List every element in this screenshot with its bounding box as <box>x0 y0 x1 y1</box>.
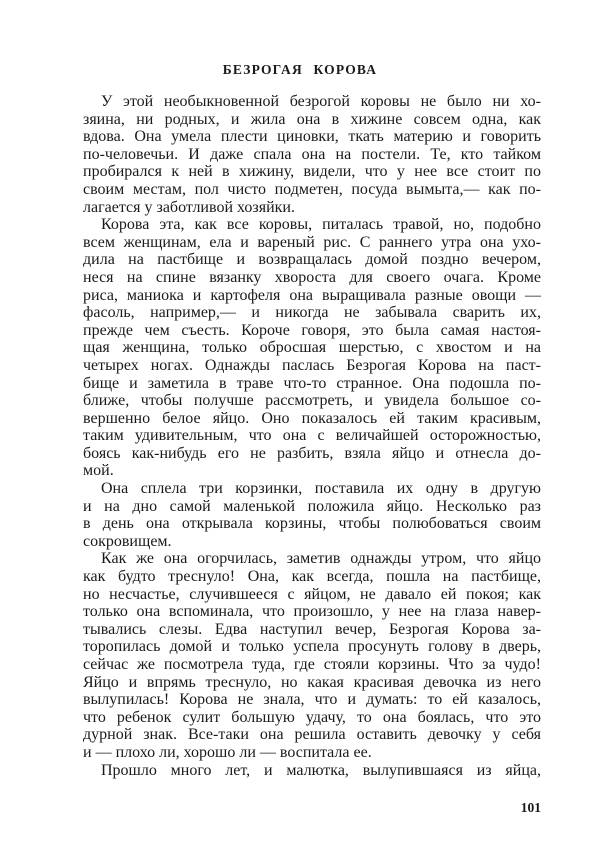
text-line: своим местам, пол чисто подметен, посуда вымыта,— как по- <box>83 180 541 198</box>
text-line: но несчастье, случившееся с яйцом, не давало ей покоя; как <box>83 585 541 603</box>
text-line: риса, маниока и картофеля она выращивала разные овощи — <box>83 286 541 304</box>
paragraph <box>83 216 541 480</box>
text-line: что ребенок сулит большую удачу, то она боялась, что это <box>83 708 541 726</box>
text-line: вдова. Она умела плести циновки, ткать материю и говорить <box>83 128 541 146</box>
text-line: мой. <box>83 462 114 480</box>
text-line: тывались слезы. Едва наступил вечер, Безрогая Корова за- <box>83 620 541 638</box>
text-line: Она сплела три корзинки, поставила их одну в другую <box>101 480 541 498</box>
paragraph <box>83 93 541 216</box>
text-line: лагается у заботливой хозяйки. <box>83 198 295 216</box>
text-line: бище и заметила в траве что-то странное. Она подошла по- <box>83 374 541 392</box>
paragraph <box>83 550 541 761</box>
text-line: пробирался к ней в хижину, видели, что у нее все стоит по <box>83 163 541 181</box>
text-line: всем женщинам, ела и вареный рис. С раннего утра она ухо- <box>83 233 541 251</box>
text-line: и — плохо ли, хорошо ли — воспитала ее. <box>83 743 372 761</box>
text-line: дила на пастбище и возвращалась домой поздно вечером, <box>83 251 541 269</box>
text-line: вершенно белое яйцо. Оно показалось ей таким красивым, <box>83 409 541 427</box>
text-line: по-человечьи. И даже спала она на постели. Те, кто тайком <box>83 145 541 163</box>
text-line: У этой необыкновенной безрогой коровы не было ни хо- <box>101 93 541 110</box>
text-line: торопилась домой и только успела просунуть голову в дверь, <box>83 638 541 656</box>
text-line: зяина, ни родных, и жила она в хижине совсем одна, как <box>83 110 541 128</box>
text-line: фасоль, например,— и никогда не забывала сварить их, <box>83 304 541 322</box>
body-text <box>83 93 541 779</box>
text-line: щая женщина, только обросшая шерстью, с хвостом и на <box>83 339 541 357</box>
chapter-title: БЕЗРОГАЯ КОРОВА <box>222 62 378 77</box>
text-line: неся на спине вязанку хвороста для своего очага. Кроме <box>83 268 541 286</box>
text-line: прежде чем съесть. Короче говоря, это была самая настоя- <box>83 321 541 339</box>
text-line: таким удивительным, что она с величайшей осторожностью, <box>83 427 541 445</box>
text-line: Как же она огорчилась, заметив однажды утром, что яйцо <box>101 550 541 568</box>
text-line: Корова эта, как все коровы, питалась травой, но, подобно <box>101 216 541 234</box>
paragraph <box>83 762 541 780</box>
text-line: четырех ногах. Однажды паслась Безрогая Корова на паст- <box>83 356 541 374</box>
text-line: только она вспоминала, что произошло, у нее на глаза навер- <box>83 603 541 621</box>
text-line: ближе, чтобы получше рассмотреть, и увидела большое со- <box>83 392 541 410</box>
page-number: 101 <box>520 800 541 815</box>
text-line: боясь как-нибудь его не разбить, взяла яйцо и отнесла до- <box>83 444 541 462</box>
text-line: дурной знак. Все-таки она решила оставить девочку у себя <box>83 726 541 744</box>
text-line: Прошло много лет, и малютка, вылупившаяся из яйца, <box>101 761 541 779</box>
text-line: вылупилась! Корова не знала, что и думать: то ей казалось, <box>83 691 541 709</box>
text-line: сейчас же посмотрела туда, где стояли корзины. Что за чудо! <box>83 656 541 673</box>
text-line: и на дно самой маленькой положила яйцо. Несколько раз <box>83 497 541 515</box>
text-line: сокровищем. <box>83 532 172 550</box>
paragraph <box>83 480 541 550</box>
text-line: в день она открывала корзины, чтобы полюбоваться своим <box>83 515 541 533</box>
text-line: как будто треснуло! Она, как всегда, пошла на пастбище, <box>83 568 541 586</box>
text-line: Яйцо и впрямь треснуло, но какая красивая девочка из него <box>83 673 541 691</box>
